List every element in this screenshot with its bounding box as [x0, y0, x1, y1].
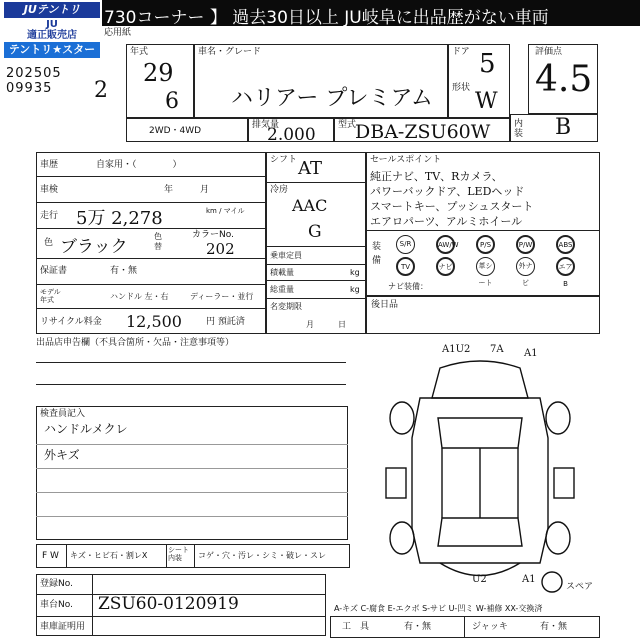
type-value: DBA-ZSU60W: [355, 121, 491, 143]
load-unit: kg: [350, 268, 360, 277]
tools-label: 工 具: [342, 622, 370, 632]
model-year-label: モデル年式: [40, 288, 61, 304]
sales-line-4: エアロパーツ、アルミホイール: [370, 215, 523, 228]
sheet-name: 応用紙: [104, 28, 132, 38]
fuel-value: G: [308, 222, 322, 242]
equipment-item: TV: [396, 257, 415, 276]
type-label: 型式: [338, 120, 357, 130]
equipment-item: 外ナビ: [516, 257, 535, 276]
equipment-item: ナビ: [436, 257, 455, 276]
year-cell: [126, 44, 194, 118]
inspection-value: 年 月: [164, 185, 210, 195]
score-label: 評価点: [535, 47, 563, 57]
diagram-mark-3: A1: [524, 348, 538, 359]
year-label: 年式: [130, 47, 149, 57]
doors-value: 5: [479, 49, 496, 79]
sales-line-1: 純正ナビ、TV、Rカメラ、: [370, 170, 503, 183]
jack-value: 有・無: [540, 622, 568, 632]
drive-label: 2WD・4WD: [149, 126, 202, 136]
cc-cell: [248, 118, 334, 145]
equipment-item: S/R: [396, 235, 415, 254]
inspector-label: 検査員記入: [40, 409, 86, 419]
model-cell: [194, 44, 448, 118]
spare-label: スペア: [566, 582, 594, 592]
seat-codes: コゲ・穴・汚レ・シミ・破レ・スレ: [198, 551, 326, 560]
score-value: 4.5: [535, 59, 593, 100]
inspector-line-1: ハンドルメクレ: [44, 422, 128, 436]
interior-value: B: [555, 115, 572, 140]
mileage-unit: km / マイル: [206, 207, 245, 215]
equipment-label: 装備: [372, 242, 382, 266]
sales-label: セールスポイント: [370, 155, 442, 165]
lot-number: 202505 09935: [6, 66, 62, 96]
equipment-item: P/S: [476, 235, 495, 254]
inspection-label: 車検: [40, 185, 59, 195]
sales-line-2: パワーバックドア、LEDヘッド: [370, 185, 525, 198]
mileage-label: 走行: [40, 211, 59, 221]
mileage-value: 5万 2,278: [76, 208, 163, 229]
recycle-unit: 円 預託済: [206, 317, 245, 327]
cert-label: 車庫証明用: [40, 622, 86, 632]
equipment-item: ABS: [556, 235, 575, 254]
cc-label: 排気量: [252, 120, 280, 130]
capacity-label: 乗車定員: [270, 251, 302, 260]
change-value: 月 日: [306, 320, 346, 329]
dealer-label: ディーラー・並行: [190, 292, 254, 301]
damage-legend: A-キズ C-腐食 E-エクボ S-サビ U-凹ミ W-補修 XX-交換済: [334, 604, 543, 613]
fw-label: F W: [42, 551, 59, 561]
warranty-label: 保証書: [40, 266, 68, 276]
usage-value: 自家用・（ ）: [96, 160, 182, 170]
month-value: 6: [165, 89, 179, 114]
change-label: 名変期限: [270, 302, 302, 311]
star-badge: テントリ★スター: [4, 42, 100, 58]
sales-line-3: スマートキー、プッシュスタート: [370, 200, 534, 213]
load-label: 積載量: [270, 268, 294, 277]
shift-value: AT: [298, 158, 323, 179]
model-value: ハリアー プレミアム: [231, 86, 433, 111]
color-value: ブラック: [60, 237, 128, 257]
equipment-item: P/W: [516, 235, 535, 254]
shop-badge: JU 適正販売店: [4, 19, 100, 41]
navi-label: ナビ装備：: [388, 282, 428, 291]
type-cell: [334, 118, 510, 142]
usage-label: 車歴: [40, 160, 59, 170]
year-value: 29: [143, 59, 174, 87]
tools-value: 有・無: [404, 622, 432, 632]
weight-unit: kg: [350, 285, 360, 294]
recycle-label: リサイクル料金: [40, 317, 102, 327]
handle-label: ハンドル 左・右: [110, 292, 169, 301]
equipment-item: エアB: [556, 257, 575, 276]
color-change-label: 色替: [154, 232, 162, 251]
warranty-value: 有・無: [110, 266, 138, 276]
car-diagram: [380, 338, 580, 600]
shape-label: 形状: [452, 83, 471, 93]
weight-label: 総重量: [270, 285, 294, 294]
recycle-fee: 12,500: [126, 312, 182, 331]
owner-history-block: [366, 296, 600, 334]
ac-label: 冷房: [270, 185, 289, 195]
inspector-line-2: 外キズ: [44, 448, 80, 462]
interior-cell: [510, 114, 598, 142]
color-label: 色: [44, 238, 54, 248]
chassis-value: ZSU60-0120919: [98, 594, 239, 614]
owner-history-label: 後日品: [371, 300, 399, 310]
diagram-mark-5: A1: [522, 574, 536, 585]
door-cell: [448, 44, 510, 118]
doors-label: ドア: [452, 47, 470, 57]
shift-label: シフト: [270, 155, 298, 165]
diagram-mark-2: 7A: [490, 344, 504, 355]
diagram-mark-1: A1U2: [442, 344, 471, 355]
interior-label: 内装: [514, 119, 524, 139]
model-label: 車名・グレード: [198, 47, 262, 57]
color-code-label: カラーNo.: [192, 230, 234, 240]
color-code-value: 202: [206, 240, 235, 258]
fw-codes: キズ・ヒビ石・割レX: [70, 551, 148, 560]
chassis-label: 車台No.: [40, 600, 73, 610]
equipment-item: AW/W: [436, 235, 455, 254]
seat-label: シート内装: [168, 546, 189, 562]
drive-cell: [126, 118, 248, 142]
equipment-item: 革シート: [476, 257, 495, 276]
ju-logo: JUテントリ: [4, 2, 100, 18]
shop-logo: [0, 0, 102, 62]
score-cell: [528, 44, 598, 114]
lot-prefix: 2: [94, 78, 108, 103]
page-title: 730コーナー 】 過去30日以上 JU岐阜に出品歴がない車両: [104, 8, 549, 28]
reg-label: 登録No.: [40, 579, 73, 589]
cc-value: 2.000: [267, 125, 316, 145]
shape-value: W: [475, 89, 498, 114]
defects-label: 出品店申告欄（不具合箇所・欠品・注意事項等）: [36, 338, 235, 348]
jack-label: ジャッキ: [472, 622, 508, 632]
ac-value: AAC: [292, 196, 328, 215]
diagram-mark-4: U2: [472, 574, 487, 585]
